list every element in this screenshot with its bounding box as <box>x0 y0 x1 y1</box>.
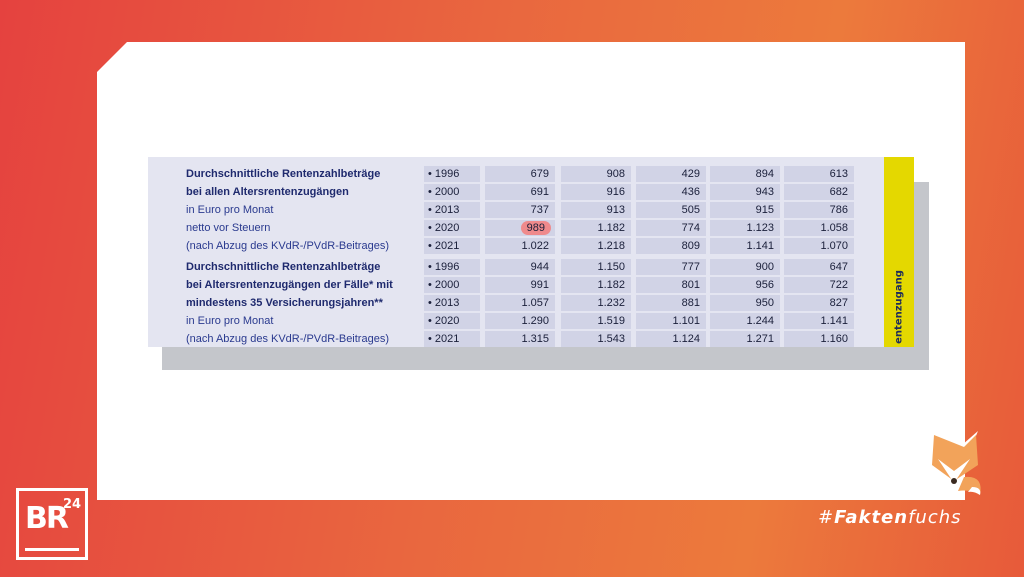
table-cell: 1.141 <box>784 313 854 329</box>
br-logo-text: BR <box>25 501 67 536</box>
table-cell: 809 <box>636 238 706 254</box>
table-cell: 429 <box>636 166 706 182</box>
table-cell: 722 <box>784 277 854 293</box>
table-cell: 943 <box>710 184 780 200</box>
table-cell: 682 <box>784 184 854 200</box>
row-year: • 2021 <box>424 238 480 254</box>
row-year: • 2000 <box>424 184 480 200</box>
table-cell: 505 <box>636 202 706 218</box>
hashtag-prefix: # <box>818 507 835 528</box>
table-cell: 1.232 <box>561 295 631 311</box>
table-cell: 916 <box>561 184 631 200</box>
table-cell: 1.150 <box>561 259 631 275</box>
table-cell: 1.022 <box>485 238 555 254</box>
faktenfuchs-hashtag <box>818 507 962 528</box>
row-year: • 2013 <box>424 295 480 311</box>
table-row <box>172 201 862 219</box>
table-cell: 691 <box>485 184 555 200</box>
hashtag-bold: Fakten <box>834 507 909 528</box>
table-cell: 900 <box>710 259 780 275</box>
table-row <box>172 165 862 183</box>
br-logo-number: 24 <box>63 497 82 512</box>
table-cell: 827 <box>784 295 854 311</box>
table-cell: 801 <box>636 277 706 293</box>
table-cell: 1.271 <box>710 331 780 347</box>
table-cell: 950 <box>710 295 780 311</box>
table-row <box>172 330 862 348</box>
table-cell: 1.070 <box>784 238 854 254</box>
table-cell: 1.058 <box>784 220 854 236</box>
table-row <box>172 258 862 276</box>
table-cell: 679 <box>485 166 555 182</box>
table-row <box>172 276 862 294</box>
row-description: netto vor Steuern <box>186 222 271 234</box>
highlight-marker: 989 <box>521 221 551 235</box>
table-group-all-pensions <box>172 165 862 255</box>
br-logo-underline <box>25 548 79 551</box>
row-year: • 2013 <box>424 202 480 218</box>
table-cell: 436 <box>636 184 706 200</box>
table-cell: 1.101 <box>636 313 706 329</box>
row-description: Durchschnittliche Rentenzahlbeträge <box>186 261 381 273</box>
table-row <box>172 237 862 255</box>
table-cell: 737 <box>485 202 555 218</box>
table-cell: 915 <box>710 202 780 218</box>
table-row <box>172 219 862 237</box>
table-row <box>172 312 862 330</box>
fox-icon <box>924 425 986 497</box>
table-cell: 894 <box>710 166 780 182</box>
table-cell: 1.124 <box>636 331 706 347</box>
row-description: in Euro pro Monat <box>186 204 274 216</box>
row-description: in Euro pro Monat <box>186 315 274 327</box>
table-cell: 1.519 <box>561 313 631 329</box>
table-cell: 913 <box>561 202 631 218</box>
table-cell: 647 <box>784 259 854 275</box>
table-cell: 1.182 <box>561 277 631 293</box>
table-cell: 1.290 <box>485 313 555 329</box>
table-cell: 1.057 <box>485 295 555 311</box>
side-tab <box>884 157 914 347</box>
table-cell: 1.160 <box>784 331 854 347</box>
side-tab-label: entenzugang <box>893 270 905 344</box>
table-cell: 1.543 <box>561 331 631 347</box>
row-description: mindestens 35 Versicherungsjahren** <box>186 297 383 309</box>
table-cell: 944 <box>485 259 555 275</box>
table-cell: 991 <box>485 277 555 293</box>
br24-logo <box>16 488 88 560</box>
row-description: bei Altersrentenzugängen der Fälle* mit <box>186 279 393 291</box>
row-year: • 1996 <box>424 259 480 275</box>
row-description: bei allen Altersrentenzugängen <box>186 186 349 198</box>
table-cell: 1.218 <box>561 238 631 254</box>
table-cell: 786 <box>784 202 854 218</box>
highlighted-cell <box>485 220 555 236</box>
table-cell: 1.182 <box>561 220 631 236</box>
table-cell: 1.244 <box>710 313 780 329</box>
row-description: Durchschnittliche Rentenzahlbeträge <box>186 168 381 180</box>
row-year: • 1996 <box>424 166 480 182</box>
table-cell: 1.141 <box>710 238 780 254</box>
table-cell: 881 <box>636 295 706 311</box>
row-year: • 2020 <box>424 220 480 236</box>
table-cell: 908 <box>561 166 631 182</box>
row-year: • 2000 <box>424 277 480 293</box>
table-cell: 774 <box>636 220 706 236</box>
table-cell: 956 <box>710 277 780 293</box>
table-cell: 1.315 <box>485 331 555 347</box>
table-cell: 613 <box>784 166 854 182</box>
table-row <box>172 294 862 312</box>
row-description: (nach Abzug des KVdR-/PVdR-Beitrages) <box>186 333 389 345</box>
table-group-35-years <box>172 258 862 348</box>
hashtag-rest: fuchs <box>908 507 962 528</box>
row-description: (nach Abzug des KVdR-/PVdR-Beitrages) <box>186 240 389 252</box>
row-year: • 2020 <box>424 313 480 329</box>
table-cell: 1.123 <box>710 220 780 236</box>
row-year: • 2021 <box>424 331 480 347</box>
table-row <box>172 183 862 201</box>
table-cell: 777 <box>636 259 706 275</box>
